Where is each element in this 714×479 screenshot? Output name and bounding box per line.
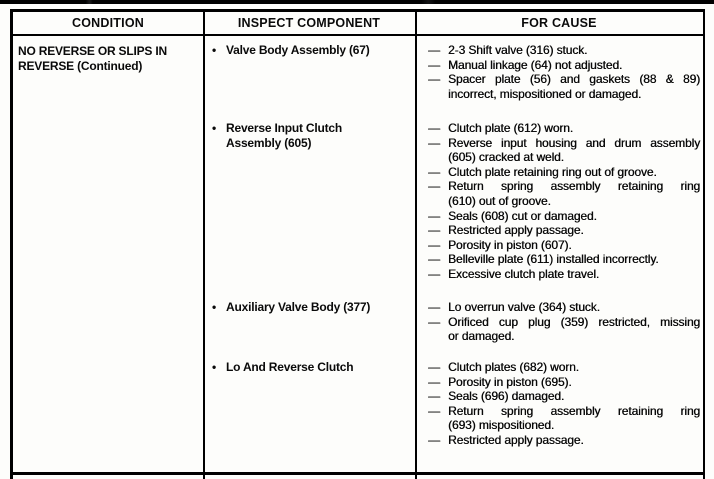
- cause-item: [428, 58, 700, 73]
- cause-item: [428, 252, 700, 267]
- dash-marker: —: [428, 121, 440, 135]
- cause-text: Clutch plate (612) worn.: [448, 121, 573, 135]
- cause-item: [428, 300, 700, 315]
- component-label: Reverse Input Clutch: [226, 121, 343, 135]
- cause-list: [428, 360, 700, 448]
- cause-text: Excessive clutch plate travel.: [448, 266, 600, 281]
- bullet-icon: •: [212, 300, 217, 314]
- dash-marker: —: [428, 403, 440, 418]
- cause-text: Manual linkage (64) not adjusted.: [448, 57, 623, 72]
- cause-text: 2-3 Shift valve (316) stuck.: [448, 43, 588, 57]
- cause-text: Return spring assembly retaining ring: [448, 403, 700, 418]
- cause-text: Clutch plate retaining ring out of groove.: [448, 164, 657, 179]
- cause-text: Orificed cup plug (359) restricted, missing: [448, 314, 700, 329]
- cause-text: incorrect, mispositioned or damaged.: [448, 86, 642, 101]
- cause-text: Belleville plate (611) installed incorrectly.: [448, 252, 659, 267]
- cause-item: [428, 179, 700, 208]
- column-header-inspect-component: INSPECT COMPONENT: [237, 16, 381, 30]
- dash-marker: —: [428, 179, 440, 194]
- dash-marker: —: [428, 300, 440, 314]
- cause-text: Return spring assembly retaining ring: [448, 179, 700, 194]
- cause-item: [428, 404, 700, 433]
- cause-list: [428, 300, 700, 344]
- cause-text: (605) cracked at weld.: [448, 150, 564, 165]
- dash-marker: —: [428, 314, 440, 329]
- dash-marker: —: [428, 43, 440, 57]
- cause-list: [428, 121, 700, 282]
- column-divider-2: [415, 12, 417, 479]
- cause-text: (693) mispositioned.: [448, 418, 555, 433]
- cause-text: Lo overrun valve (364) stuck.: [448, 300, 600, 314]
- cause-text: or damaged.: [448, 329, 515, 344]
- component-item: [212, 360, 353, 375]
- condition-text-line: NO REVERSE OR SLIPS IN: [18, 44, 167, 58]
- cause-text: Porosity in piston (607).: [448, 237, 572, 252]
- cause-item: [428, 136, 700, 165]
- cause-text: Restricted apply passage.: [448, 223, 584, 238]
- cause-item: [428, 389, 700, 404]
- dash-marker: —: [428, 208, 440, 223]
- component-label: Lo And Reverse Clutch: [226, 360, 354, 374]
- table-header-row: [13, 12, 703, 34]
- cause-text: Spacer plate (56) and gaskets (88 & 89): [448, 72, 700, 87]
- component-item: [212, 121, 342, 150]
- component-label: Auxiliary Valve Body (377): [226, 300, 371, 314]
- column-header-for-cause: FOR CAUSE: [521, 16, 597, 30]
- cause-item: [428, 72, 700, 101]
- cause-text: Reverse input housing and drum assembly: [448, 135, 700, 150]
- component-label: Valve Body Assembly (67): [226, 43, 370, 57]
- table-bottom-border: [10, 472, 705, 475]
- dash-marker: —: [428, 432, 440, 447]
- cause-item: [428, 43, 700, 58]
- dash-marker: —: [428, 237, 440, 252]
- component-label: Assembly (605): [226, 135, 312, 150]
- cause-item: [428, 121, 700, 136]
- dash-marker: —: [428, 223, 440, 238]
- bullet-icon: •: [212, 121, 217, 135]
- cause-item: [428, 209, 700, 224]
- condition-cell: [18, 44, 167, 73]
- troubleshooting-table: [10, 9, 705, 479]
- dash-marker: —: [428, 374, 440, 389]
- cause-item: [428, 223, 700, 238]
- column-divider-1: [203, 12, 205, 479]
- bullet-icon: •: [212, 360, 217, 374]
- cause-text: Restricted apply passage.: [448, 432, 584, 447]
- cause-text: Seals (608) cut or damaged.: [448, 208, 597, 223]
- cause-item: [428, 267, 700, 282]
- header-separator-line: [13, 34, 703, 36]
- component-item: [212, 43, 370, 58]
- cause-text: (610) out of groove.: [448, 193, 551, 208]
- component-item: [212, 300, 370, 315]
- cause-item: [428, 238, 700, 253]
- column-header-condition: CONDITION: [72, 16, 144, 30]
- cause-item: [428, 433, 700, 448]
- dash-marker: —: [428, 266, 440, 281]
- dash-marker: —: [428, 164, 440, 179]
- cause-text: Porosity in piston (695).: [448, 374, 572, 389]
- dash-marker: —: [428, 360, 440, 374]
- dash-marker: —: [428, 252, 440, 267]
- dash-marker: —: [428, 135, 440, 150]
- cause-item: [428, 375, 700, 390]
- dash-marker: —: [428, 72, 440, 87]
- cause-text: Clutch plates (682) worn.: [448, 360, 579, 374]
- cause-list: [428, 43, 700, 101]
- cause-item: [428, 315, 700, 344]
- cause-text: Seals (696) damaged.: [448, 389, 565, 404]
- condition-text-line: REVERSE (Continued): [18, 58, 143, 73]
- page-edge-bar: [0, 0, 714, 4]
- dash-marker: —: [428, 389, 440, 404]
- bullet-icon: •: [212, 43, 217, 57]
- cause-item: [428, 165, 700, 180]
- dash-marker: —: [428, 57, 440, 72]
- cause-item: [428, 360, 700, 375]
